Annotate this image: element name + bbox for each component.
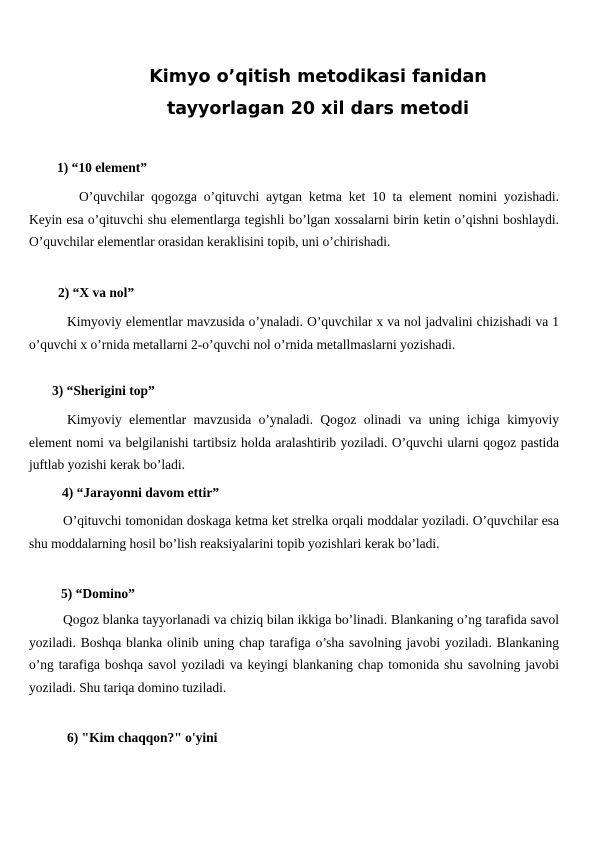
section-1-text: O’quvchilar qogozga o’qituvchi aytgan ketma ket 10 ta element nomini yozishadi. Keyin esa o’qituvchi shu elementlarga tegishli bo’lgan xossalarni birin ketin o’qishni boshlaydi. O’quvchilar elementlar orasidan keraklisini topib, uni o’chirishadi. (29, 189, 559, 250)
section-2-heading: 2) “X va nol” (58, 285, 135, 300)
section-4-heading: 4) “Jarayonni davom ettir” (62, 485, 220, 500)
section-4-text: O’qituvchi tomonidan doskaga ketma ket strelka orqali moddalar yoziladi. O’quvchilar esa shu moddalarning hosil bo’lish reaksiyalarini topib yozishlari kerak bo’ladi. (29, 513, 559, 551)
section-1-heading: 1) “10 element” (57, 160, 147, 175)
section-6-heading: 6) "Kim chaqqon?" o'yini (67, 730, 218, 745)
section-3-heading: 3) “Sherigini top” (52, 383, 155, 398)
section-5-heading: 5) “Domino” (61, 586, 135, 601)
document-title-line-1: Kimyo o’qitish metodikasi fanidan (149, 67, 487, 87)
section-2-text: Kimyoviy elementlar mavzusida o’ynaladi. O’quvchilar x va nol jadvalini chizishadi va 1 o’quvchi x o’rnida metallarni 2-o’quvchi nol o’rnida metallmaslarni yozishadi. (29, 314, 559, 352)
section-5-text: Qogoz blanka tayyorlanadi va chiziq bilan ikkiga bo’linadi. Blankaning o’ng tarafida savol yoziladi. Boshqa blanka olinib uning chap tarafiga o’sha savolning javobi yoziladi. Blankaning o’ng tarafiga boshqa savol yoziladi va keyingi blankaning chap tomonida shu savolning javobi yoziladi. Shu tariqa domino tuziladi. (29, 612, 559, 696)
section-3-text: Kimyoviy elementlar mavzusida o’ynaladi. Qogoz olinadi va uning ichiga kimyoviy element nomi va belgilanishi tartibsiz holda aralashtirib yoziladi. O’quvchi ularni qogoz pastida juftlab yozishi kerak bo’ladi. (29, 412, 559, 473)
document-title-line-2: tayyorlagan 20 xil dars metodi (166, 99, 470, 119)
